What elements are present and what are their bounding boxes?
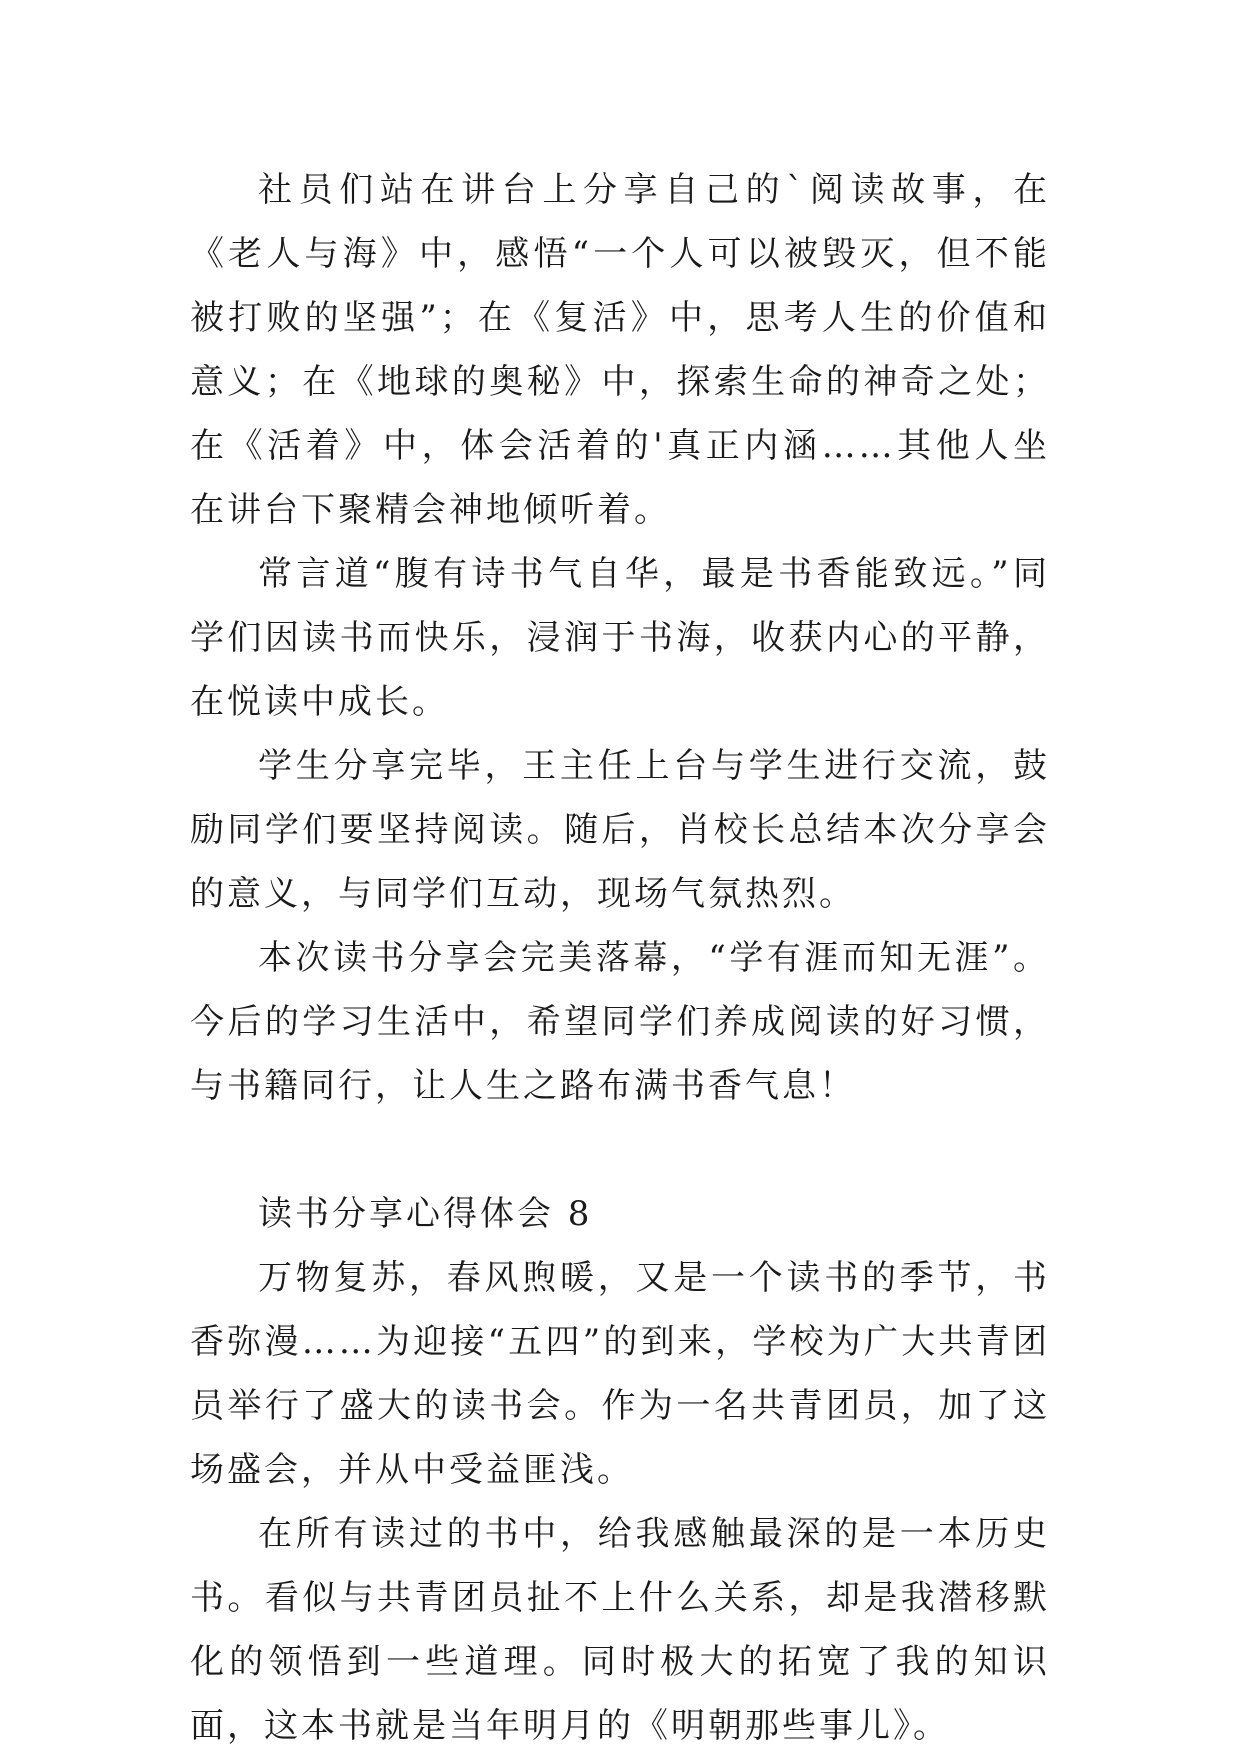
document-body <box>190 158 1050 1758</box>
paragraph-conclusion: 本次读书分享会完美落幕，“学有涯而知无涯”。今后的学习生活中，希望同学们养成阅读的好习惯，与书籍同行，让人生之路布满书香气息！ <box>190 938 1050 1106</box>
paragraph-reading-stories: 社员们站在讲台上分享自己的`阅读故事，在《老人与海》中，感悟“一个人可以被毁灭，但不能被打败的坚强”；在《复活》中，思考人生的价值和意义；在《地球的奥秘》中，探索生命的神奇之处；在《活着》中，体会活着的'真正内涵……其他人坐在讲台下聚精会神地倾听着。 <box>190 170 1050 530</box>
paragraph-spring-reading: 万物复苏，春风煦暖，又是一个读书的季节，书香弥漫……为迎接“五四”的到来，学校为广大共青团员举行了盛大的读书会。作为一名共青团员，加了这场盛会，并从中受益匪浅。 <box>190 1258 1050 1490</box>
section-gap <box>190 1118 1050 1182</box>
paragraph-proverb: 常言道“腹有诗书气自华，最是书香能致远。”同学们因读书而快乐，浸润于书海，收获内心的平静，在悦读中成长。 <box>190 554 1050 722</box>
paragraph-history-book: 在所有读过的书中，给我感触最深的是一本历史书。看似与共青团员扯不上什么关系，却是我潜移默化的领悟到一些道理。同时极大的拓宽了我的知识面，这本书就是当年明月的《明朝那些事儿》。 <box>190 1514 1050 1746</box>
section-title: 读书分享心得体会 8 <box>258 1194 593 1234</box>
paragraph-exchange: 学生分享完毕，王主任上台与学生进行交流，鼓励同学们要坚持阅读。随后，肖校长总结本次分享会的意义，与同学们互动，现场气氛热烈。 <box>190 746 1050 914</box>
